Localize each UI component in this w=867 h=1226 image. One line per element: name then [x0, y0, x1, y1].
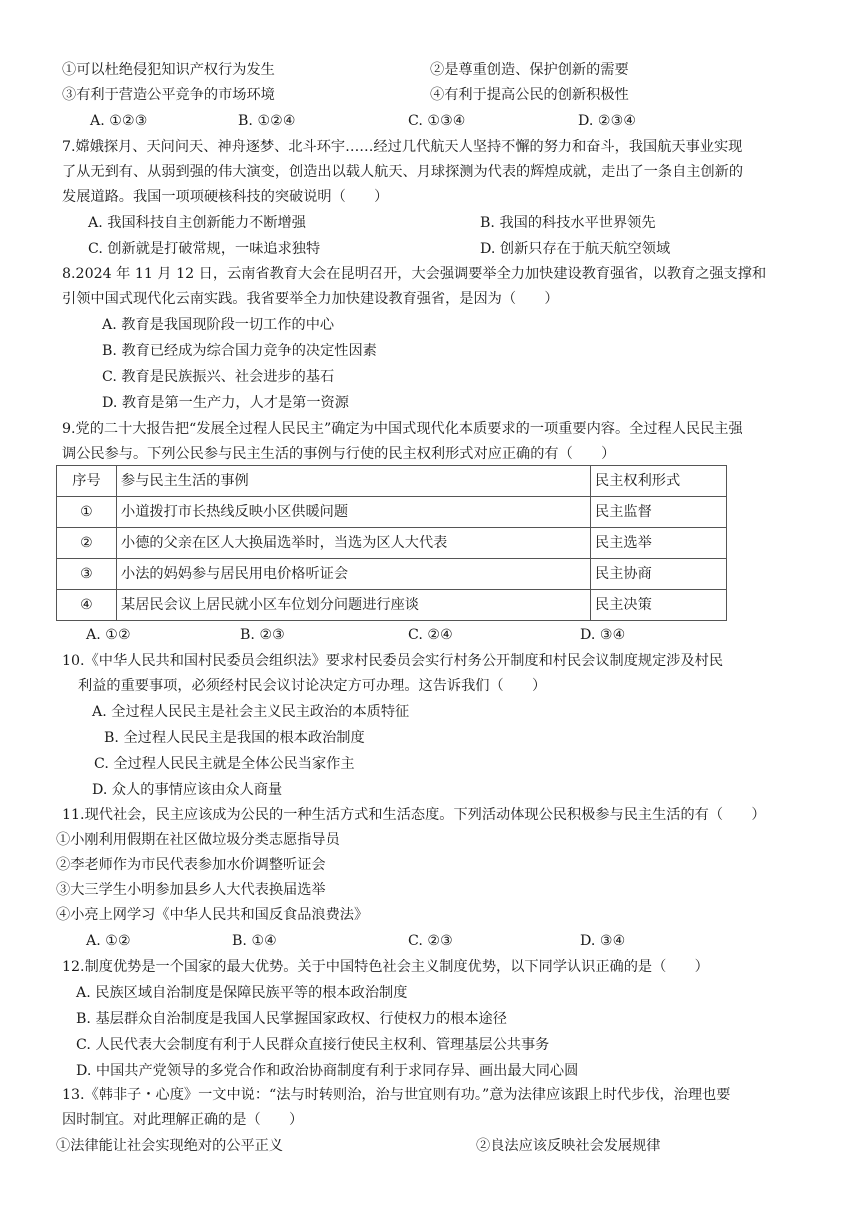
q8-option-b: B. 教育已经成为综合国力竞争的决定性因素 [102, 343, 377, 359]
q12-option-a: A. 民族区域自治制度是保障民族平等的根本政治制度 [76, 985, 408, 1001]
q11-option-a: A. ①② [86, 933, 131, 949]
q11-item-1: ①小刚利用假期在社区做垃圾分类志愿指导员 [56, 832, 340, 848]
q7-stem-line-2: 了从无到有、从弱到强的伟大演变，创造出以载人航天、月球探测为代表的辉煌成就，走出了一条自主创新的 [62, 164, 744, 180]
q9-option-c: C. ②④ [408, 627, 453, 643]
q13-stem-line-2: 因时制宜。对此理解正确的是（ ） [62, 1112, 304, 1128]
q13-stem-line-1: 13.《韩非子・心度》一文中说：“法与时转则治，治与世宜则有功。”意为法律应该跟上时代步伐，治理也要 [62, 1087, 731, 1103]
table-row [57, 559, 727, 590]
q6-item-2: ②是尊重创造、保护创新的需要 [430, 62, 629, 78]
q9-option-d: D. ③④ [580, 627, 626, 643]
q10-option-d: D. 众人的事情应该由众人商量 [92, 782, 283, 798]
q9-table [56, 465, 727, 621]
q12-stem-line-1: 12.制度优势是一个国家的最大优势。关于中国特色社会主义制度优势，以下同学认识正确的是（ ） [62, 959, 709, 975]
table-cell: 小德的父亲在区人大换届选举时，当选为区人大代表 [117, 528, 591, 559]
q8-stem-line-1: 8.2024 年 11 月 12 日，云南省教育大会在昆明召开，大会强调要举全力加快建设教育强省，以教育之强支撑和 [62, 266, 767, 282]
table-cell: 民主监督 [591, 497, 727, 528]
q11-option-b: B. ①④ [232, 933, 277, 949]
q7-option-a: A. 我国科技自主创新能力不断增强 [88, 215, 306, 231]
table-cell: 小道拨打市长热线反映小区供暖问题 [117, 497, 591, 528]
table-cell: ② [57, 528, 117, 559]
q6-item-4: ④有利于提高公民的创新积极性 [430, 87, 629, 103]
q6-option-c: C. ①③④ [408, 113, 466, 129]
table-header-row [57, 466, 727, 497]
q9-stem-line-1: 9.党的二十大报告把“发展全过程人民民主”确定为中国式现代化本质要求的一项重要内容。全过程人民民主强 [62, 421, 743, 437]
q8-option-d: D. 教育是第一生产力，人才是第一资源 [102, 395, 349, 411]
q12-option-d: D. 中国共产党领导的多党合作和政治协商制度有利于求同存异、画出最大同心圆 [76, 1063, 579, 1079]
q8-stem-line-2: 引领中国式现代化云南实践。我省要举全力加快建设教育强省，是因为（ ） [62, 291, 559, 307]
q9-option-a: A. ①② [86, 627, 131, 643]
q11-item-3: ③大三学生小明参加县乡人大代表换届选举 [56, 882, 326, 898]
q7-option-b: B. 我国的科技水平世界领先 [480, 215, 656, 231]
table-header-cell: 序号 [57, 466, 117, 497]
q7-option-d: D. 创新只存在于航天航空领域 [480, 241, 671, 257]
q7-stem-line-1: 7.嫦娥探月、天问问天、神舟逐梦、北斗环宇……经过几代航天人坚持不懈的努力和奋斗，我国航天事业实现 [62, 139, 743, 155]
table-cell: ④ [57, 590, 117, 621]
q11-option-d: D. ③④ [580, 933, 626, 949]
q12-option-b: B. 基层群众自治制度是我国人民掌握国家政权、行使权力的根本途径 [76, 1011, 507, 1027]
q6-option-b: B. ①②④ [238, 113, 296, 129]
q7-stem-line-3: 发展道路。我国一项项硬核科技的突破说明（ ） [62, 189, 389, 205]
q9-stem-line-2: 调公民参与。下列公民参与民主生活的事例与行使的民主权利形式对应正确的有（ ） [62, 446, 616, 462]
table-cell: ① [57, 497, 117, 528]
q6-item-1: ①可以杜绝侵犯知识产权行为发生 [62, 62, 275, 78]
table-cell: 民主选举 [591, 528, 727, 559]
q10-option-c: C. 全过程人民民主就是全体公民当家作主 [94, 756, 355, 772]
q10-stem-line-1: 10.《中华人民共和国村民委员会组织法》要求村民委员会实行村务公开制度和村民会议制度规定涉及村民 [62, 653, 724, 669]
q11-item-4: ④小亮上网学习《中华人民共和国反食品浪费法》 [56, 907, 369, 923]
q11-stem-line-1: 11.现代社会，民主应该成为公民的一种生活方式和生活态度。下列活动体现公民积极参与民主生活的有（ ） [62, 807, 766, 823]
q10-stem-line-2: 利益的重要事项，必须经村民会议讨论决定方可办理。这告诉我们（ ） [78, 678, 547, 694]
table-header-cell: 民主权利形式 [591, 466, 727, 497]
table-row [57, 528, 727, 559]
q11-item-2: ②李老师作为市民代表参加水价调整听证会 [56, 857, 326, 873]
table-header-cell: 参与民主生活的事例 [117, 466, 591, 497]
q6-option-d: D. ②③④ [578, 113, 637, 129]
q13-item-2: ②良法应该反映社会发展规律 [476, 1138, 661, 1154]
table-row [57, 590, 727, 621]
table-cell: ③ [57, 559, 117, 590]
q11-option-c: C. ②③ [408, 933, 453, 949]
table-cell: 某居民会议上居民就小区车位划分问题进行座谈 [117, 590, 591, 621]
q10-option-a: A. 全过程人民民主是社会主义民主政治的本质特征 [92, 704, 410, 720]
table-cell: 小法的妈妈参与居民用电价格听证会 [117, 559, 591, 590]
q12-option-c: C. 人民代表大会制度有利于人民群众直接行使民主权利、管理基层公共事务 [76, 1037, 550, 1053]
q8-option-c: C. 教育是民族振兴、社会进步的基石 [102, 369, 335, 385]
table-row [57, 497, 727, 528]
q9-option-b: B. ②③ [240, 627, 285, 643]
q6-item-3: ③有利于营造公平竞争的市场环境 [62, 87, 275, 103]
q6-option-a: A. ①②③ [90, 113, 148, 129]
table-cell: 民主协商 [591, 559, 727, 590]
table-cell: 民主决策 [591, 590, 727, 621]
q8-option-a: A. 教育是我国现阶段一切工作的中心 [102, 317, 335, 333]
q13-item-1: ①法律能让社会实现绝对的公平正义 [56, 1138, 284, 1154]
q7-option-c: C. 创新就是打破常规，一味追求独特 [88, 241, 321, 257]
q10-option-b: B. 全过程人民民主是我国的根本政治制度 [104, 730, 365, 746]
